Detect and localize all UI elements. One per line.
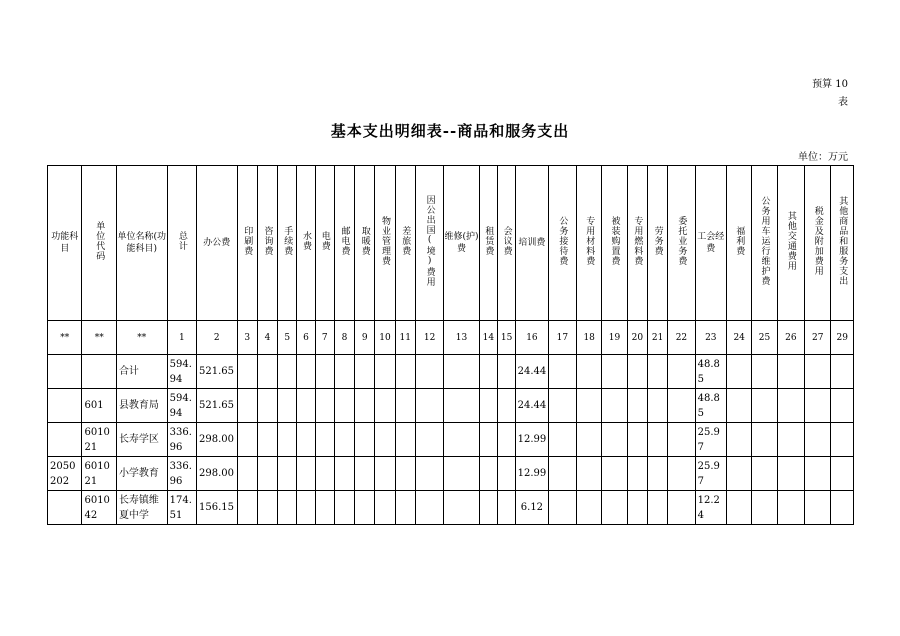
- table-cell: [334, 457, 354, 491]
- table-cell: [668, 491, 695, 525]
- table-cell: [727, 389, 752, 423]
- table-cell: [805, 457, 831, 491]
- table-cell: [278, 389, 297, 423]
- table-cell: [548, 491, 576, 525]
- table-cell: [315, 423, 334, 457]
- table-cell: [444, 355, 479, 389]
- column-header: 其他交通费用: [777, 166, 804, 321]
- table-cell: [395, 389, 415, 423]
- cell-training: 6.12: [516, 491, 548, 525]
- table-cell: [497, 423, 515, 457]
- cell-union: 25.97: [695, 423, 726, 457]
- table-cell: [647, 423, 667, 457]
- column-header: 差旅费: [395, 166, 415, 321]
- column-header: 因公出国(境)费用: [415, 166, 443, 321]
- table-cell: [355, 423, 375, 457]
- cell-training: 12.99: [516, 457, 548, 491]
- cell-office: 298.00: [197, 423, 238, 457]
- column-index: 14: [479, 321, 497, 355]
- table-cell: [602, 389, 627, 423]
- table-cell: [257, 491, 277, 525]
- table-cell: [278, 423, 297, 457]
- column-header: 福利费: [727, 166, 752, 321]
- table-cell: [334, 491, 354, 525]
- table-cell: [415, 457, 443, 491]
- column-index: 4: [257, 321, 277, 355]
- cell-unit-code: 601042: [82, 491, 116, 525]
- table-cell: [752, 491, 777, 525]
- table-cell: [647, 355, 667, 389]
- cell-total: 336.96: [167, 457, 196, 491]
- column-header: 委托业务费: [668, 166, 695, 321]
- cell-name: 县教育局: [116, 389, 167, 423]
- column-header: 公务接待费: [548, 166, 576, 321]
- table-cell: [777, 355, 804, 389]
- table-cell: [334, 355, 354, 389]
- column-header: 租赁费: [479, 166, 497, 321]
- table-cell: [627, 423, 647, 457]
- cell-unit-code: [82, 355, 116, 389]
- table-cell: [577, 389, 602, 423]
- cell-unit-code: 601: [82, 389, 116, 423]
- table-cell: [805, 389, 831, 423]
- cell-code: [48, 355, 82, 389]
- column-index: 11: [395, 321, 415, 355]
- table-cell: [777, 423, 804, 457]
- table-cell: [237, 355, 257, 389]
- column-header: 物业管理费: [375, 166, 395, 321]
- column-index: 26: [777, 321, 804, 355]
- table-cell: [444, 423, 479, 457]
- table-cell: [548, 423, 576, 457]
- cell-total: 594.94: [167, 355, 196, 389]
- column-index: 22: [668, 321, 695, 355]
- cell-code: [48, 389, 82, 423]
- table-cell: [752, 423, 777, 457]
- table-cell: [752, 389, 777, 423]
- table-cell: [668, 389, 695, 423]
- table-cell: [805, 355, 831, 389]
- table-cell: [602, 457, 627, 491]
- cell-name: 长寿学区: [116, 423, 167, 457]
- cell-name: 长寿镇维夏中学: [116, 491, 167, 525]
- table-cell: [548, 389, 576, 423]
- table-cell: [315, 389, 334, 423]
- table-cell: [647, 457, 667, 491]
- column-index: 3: [237, 321, 257, 355]
- table-row: [48, 389, 854, 423]
- table-cell: [334, 423, 354, 457]
- cell-office: 156.15: [197, 491, 238, 525]
- table-cell: [444, 389, 479, 423]
- table-cell: [668, 457, 695, 491]
- column-index: 23: [695, 321, 726, 355]
- table-cell: [727, 423, 752, 457]
- column-index: 10: [375, 321, 395, 355]
- cell-office: 521.65: [197, 389, 238, 423]
- table-cell: [237, 491, 257, 525]
- table-cell: [777, 491, 804, 525]
- table-cell: [497, 457, 515, 491]
- table-cell: [375, 423, 395, 457]
- table-cell: [375, 491, 395, 525]
- column-header: 手续费: [278, 166, 297, 321]
- expense-table: [47, 165, 854, 525]
- table-cell: [727, 355, 752, 389]
- table-cell: [395, 423, 415, 457]
- table-cell: [777, 389, 804, 423]
- cell-office: 298.00: [197, 457, 238, 491]
- table-cell: [395, 457, 415, 491]
- cell-unit-code: 601021: [82, 457, 116, 491]
- table-cell: [257, 457, 277, 491]
- table-cell: [444, 457, 479, 491]
- table-cell: [831, 355, 854, 389]
- table-cell: [297, 457, 315, 491]
- cell-training: 24.44: [516, 389, 548, 423]
- cell-training: 12.99: [516, 423, 548, 457]
- table-cell: [375, 457, 395, 491]
- table-cell: [777, 457, 804, 491]
- table-cell: [415, 355, 443, 389]
- table-row: [48, 423, 854, 457]
- table-cell: [237, 457, 257, 491]
- cell-total: 594.94: [167, 389, 196, 423]
- table-cell: [577, 491, 602, 525]
- column-index: 18: [577, 321, 602, 355]
- table-cell: [257, 423, 277, 457]
- table-cell: [444, 491, 479, 525]
- table-cell: [627, 491, 647, 525]
- cell-union: 48.85: [695, 355, 726, 389]
- table-row: [48, 457, 854, 491]
- table-cell: [415, 423, 443, 457]
- column-header: 单位代码: [82, 166, 116, 321]
- page-title: 基本支出明细表--商品和服务支出: [330, 122, 570, 140]
- column-header: 专用燃料费: [627, 166, 647, 321]
- column-header: 被装购置费: [602, 166, 627, 321]
- table-cell: [297, 389, 315, 423]
- table-cell: [602, 355, 627, 389]
- column-header: 专用材料费: [577, 166, 602, 321]
- table-cell: [577, 355, 602, 389]
- table-cell: [831, 423, 854, 457]
- table-cell: [278, 491, 297, 525]
- column-header: 办公费: [197, 166, 238, 321]
- cell-code: [48, 491, 82, 525]
- table-cell: [237, 423, 257, 457]
- column-header: 功能科目: [48, 166, 82, 321]
- table-cell: [497, 491, 515, 525]
- table-cell: [627, 355, 647, 389]
- table-cell: [805, 423, 831, 457]
- column-index: **: [48, 321, 82, 355]
- table-cell: [497, 389, 515, 423]
- table-cell: [479, 389, 497, 423]
- table-cell: [415, 491, 443, 525]
- column-index: **: [82, 321, 116, 355]
- table-cell: [727, 457, 752, 491]
- cell-office: 521.65: [197, 355, 238, 389]
- table-cell: [479, 423, 497, 457]
- table-cell: [752, 355, 777, 389]
- table-cell: [297, 355, 315, 389]
- index-row: [48, 321, 854, 355]
- table-row: [48, 355, 854, 389]
- cell-name: 合计: [116, 355, 167, 389]
- table-cell: [627, 389, 647, 423]
- column-header: 维修(护)费: [444, 166, 479, 321]
- cell-name: 小学教育: [116, 457, 167, 491]
- column-header: 邮电费: [334, 166, 354, 321]
- header-row: [48, 166, 854, 321]
- cell-union: 12.24: [695, 491, 726, 525]
- table-cell: [647, 389, 667, 423]
- table-cell: [479, 355, 497, 389]
- table-cell: [278, 457, 297, 491]
- table-cell: [315, 457, 334, 491]
- column-header: 取暖费: [355, 166, 375, 321]
- column-header: 其他商品和服务支出: [831, 166, 854, 321]
- column-header: 水费: [297, 166, 315, 321]
- table-cell: [602, 423, 627, 457]
- column-header: 单位名称(功能科目): [116, 166, 167, 321]
- table-cell: [257, 355, 277, 389]
- table-cell: [237, 389, 257, 423]
- report-tag-number: 预算 10: [812, 79, 848, 90]
- column-header: 咨询费: [257, 166, 277, 321]
- column-header: 总计: [167, 166, 196, 321]
- table-cell: [577, 423, 602, 457]
- table-cell: [257, 389, 277, 423]
- column-index: 8: [334, 321, 354, 355]
- column-index: 15: [497, 321, 515, 355]
- cell-union: 25.97: [695, 457, 726, 491]
- column-index: 12: [415, 321, 443, 355]
- table-cell: [602, 491, 627, 525]
- table-cell: [395, 491, 415, 525]
- column-index: 29: [831, 321, 854, 355]
- table-cell: [647, 491, 667, 525]
- table-cell: [297, 491, 315, 525]
- cell-training: 24.44: [516, 355, 548, 389]
- column-index: 20: [627, 321, 647, 355]
- table-cell: [577, 457, 602, 491]
- column-index: 1: [167, 321, 196, 355]
- table-cell: [627, 457, 647, 491]
- table-cell: [831, 491, 854, 525]
- column-header: 税金及附加费用: [805, 166, 831, 321]
- column-index: **: [116, 321, 167, 355]
- cell-unit-code: 601021: [82, 423, 116, 457]
- column-header: 会议费: [497, 166, 515, 321]
- unit-label: 单位：万元: [798, 152, 848, 163]
- table-cell: [315, 491, 334, 525]
- table-cell: [497, 355, 515, 389]
- cell-union: 48.85: [695, 389, 726, 423]
- column-header: 劳务费: [647, 166, 667, 321]
- column-index: 19: [602, 321, 627, 355]
- column-index: 6: [297, 321, 315, 355]
- column-index: 27: [805, 321, 831, 355]
- column-index: 7: [315, 321, 334, 355]
- column-index: 16: [516, 321, 548, 355]
- table-cell: [479, 457, 497, 491]
- table-row: [48, 491, 854, 525]
- column-header: 公务用车运行维护费: [752, 166, 777, 321]
- cell-code: 2050202: [48, 457, 82, 491]
- table-cell: [355, 457, 375, 491]
- table-cell: [668, 355, 695, 389]
- report-tag-suffix: 表: [838, 97, 848, 108]
- cell-code: [48, 423, 82, 457]
- table-cell: [415, 389, 443, 423]
- column-header: 印刷费: [237, 166, 257, 321]
- column-header: 培训费: [516, 166, 548, 321]
- table-cell: [395, 355, 415, 389]
- column-header: 电费: [315, 166, 334, 321]
- table-cell: [355, 491, 375, 525]
- cell-total: 174.51: [167, 491, 196, 525]
- column-index: 24: [727, 321, 752, 355]
- column-index: 17: [548, 321, 576, 355]
- table-cell: [355, 389, 375, 423]
- table-cell: [315, 355, 334, 389]
- table-cell: [668, 423, 695, 457]
- table-cell: [805, 491, 831, 525]
- table-cell: [375, 389, 395, 423]
- table-cell: [831, 389, 854, 423]
- table-cell: [548, 457, 576, 491]
- column-index: 9: [355, 321, 375, 355]
- table-cell: [375, 355, 395, 389]
- column-index: 21: [647, 321, 667, 355]
- table-cell: [548, 355, 576, 389]
- table-cell: [278, 355, 297, 389]
- table-cell: [479, 491, 497, 525]
- cell-total: 336.96: [167, 423, 196, 457]
- table-cell: [752, 457, 777, 491]
- table-cell: [355, 355, 375, 389]
- column-index: 25: [752, 321, 777, 355]
- table-body: [48, 355, 854, 525]
- column-index: 13: [444, 321, 479, 355]
- column-header: 工会经费: [695, 166, 726, 321]
- table-cell: [334, 389, 354, 423]
- table-cell: [727, 491, 752, 525]
- table-cell: [297, 423, 315, 457]
- column-index: 5: [278, 321, 297, 355]
- column-index: 2: [197, 321, 238, 355]
- table-cell: [831, 457, 854, 491]
